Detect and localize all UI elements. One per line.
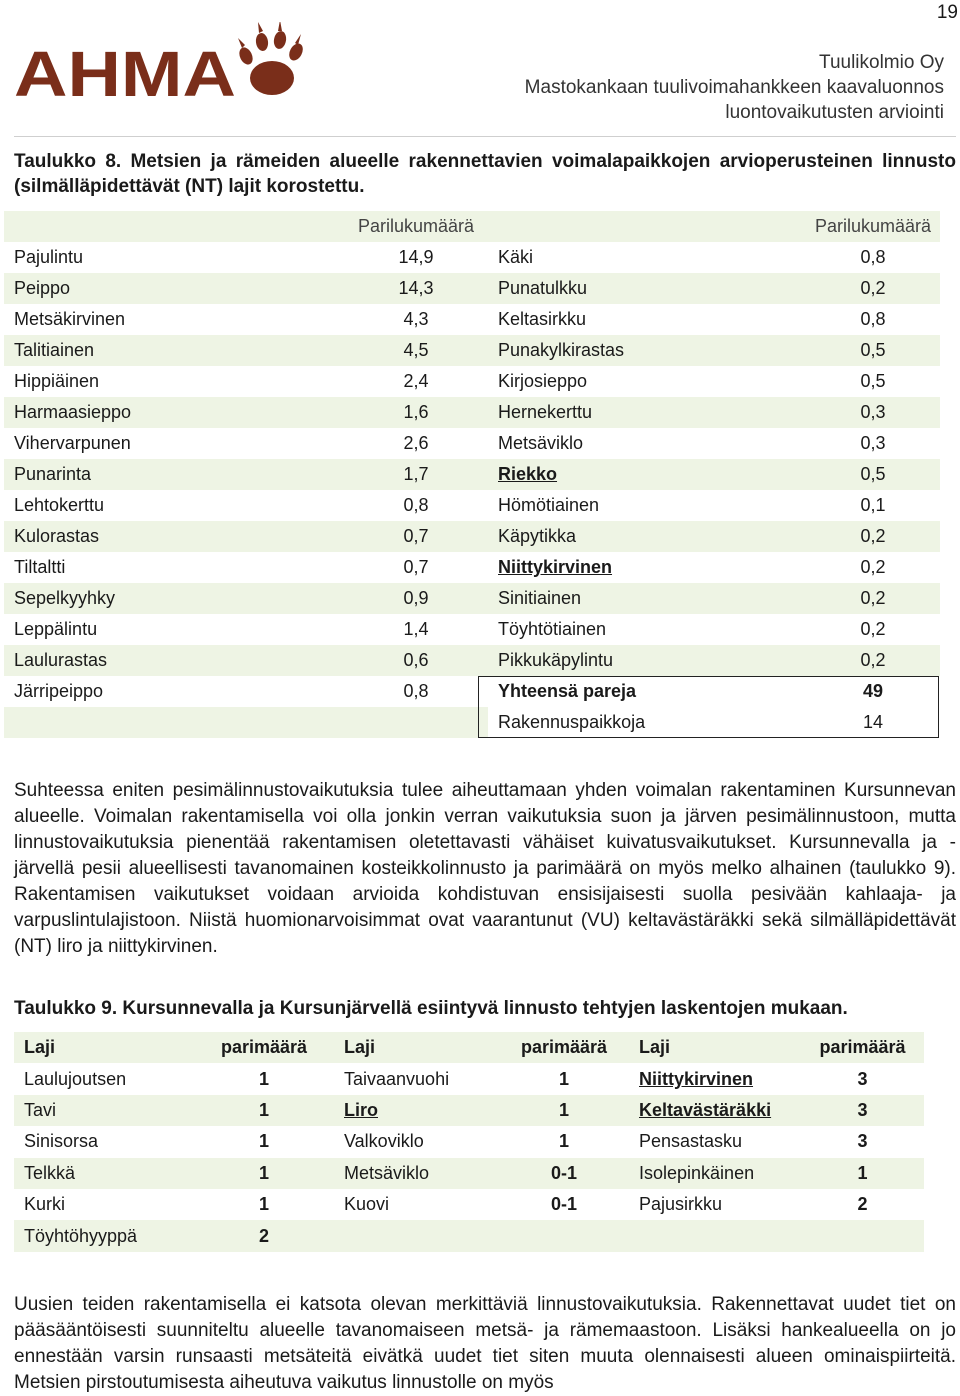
species-name-nt: Riekko (488, 459, 806, 490)
species-name (334, 1220, 499, 1251)
header-project: Mastokankaan tuulivoimahankkeen kaavaluonnos (524, 77, 944, 98)
table8-header-left: Parilukumäärä (344, 211, 488, 242)
table9-header-row (14, 1032, 924, 1063)
table-row (4, 428, 940, 459)
pair-count: 0,8 (403, 681, 429, 701)
column-header: Laji (14, 1032, 194, 1063)
species-name: Sepelkyyhky (4, 583, 344, 614)
pair-count: 1 (258, 1194, 269, 1215)
pair-count: 2 (194, 1220, 334, 1251)
column-header: parimäärä (194, 1032, 334, 1063)
column-header: parimäärä (801, 1032, 924, 1063)
paw-print-icon (237, 22, 304, 95)
species-name: Keltasirkku (498, 309, 587, 329)
species-name: Punarinta (4, 459, 344, 490)
table-row (14, 1063, 924, 1094)
species-name: Metsäkirvinen (14, 309, 126, 329)
pair-count: 1 (801, 1158, 924, 1189)
document-header (525, 50, 944, 125)
pair-count: 2,4 (403, 371, 429, 391)
species-name: Töyhtöhyyppä (14, 1220, 194, 1251)
table-row (14, 1189, 924, 1220)
species-name-nt: Niittykirvinen (639, 1068, 754, 1089)
pair-count: 4,5 (344, 335, 488, 366)
species-name: Harmaasieppo (4, 397, 344, 428)
pair-count: 3 (857, 1131, 868, 1152)
species-name: Hippiäinen (14, 371, 100, 391)
table-row (4, 490, 940, 521)
species-name: Käki (498, 247, 534, 267)
table-row (14, 1126, 924, 1157)
species-name: Kuovi (344, 1194, 390, 1215)
ahma-logo (14, 22, 304, 102)
pair-count: 0,5 (860, 371, 886, 391)
species-name: Telkkä (14, 1158, 194, 1189)
species-name: Pajulintu (14, 247, 84, 267)
pair-count: 4,3 (403, 309, 429, 329)
table-row (14, 1095, 924, 1126)
table9-caption: Taulukko 9. Kursunnevalla ja Kursunjärvellä esiintyvä linnusto tehtyjen laskentojen mukaan. (14, 998, 848, 1019)
species-name: Tavi (14, 1095, 194, 1126)
species-name: Peippo (4, 273, 344, 304)
table-row (4, 583, 940, 614)
pair-count: 0,2 (806, 273, 940, 304)
table9 (14, 1032, 924, 1252)
pair-count: 0-1 (550, 1194, 577, 1215)
species-name: Sinitiainen (488, 583, 806, 614)
total-pairs-value: 49 (806, 676, 940, 707)
page-number: 19 (936, 2, 958, 23)
species-name: Taivaanvuohi (344, 1068, 450, 1089)
pair-count: 0,2 (860, 557, 886, 577)
species-name: Valkoviklo (344, 1131, 424, 1152)
species-name: Kurki (24, 1194, 66, 1215)
table-row (4, 304, 940, 335)
table-row (4, 645, 940, 676)
pair-count: 2 (857, 1194, 868, 1215)
pair-count: 0,2 (806, 583, 940, 614)
pair-count: 1 (499, 1095, 629, 1126)
svg-text:AHMA: AHMA (14, 38, 236, 102)
species-name: Järripeippo (14, 681, 104, 701)
species-name: Kirjosieppo (498, 371, 588, 391)
pair-count: 0,2 (806, 521, 940, 552)
pair-count: 0,8 (860, 247, 886, 267)
table-row (4, 242, 940, 273)
column-header: parimäärä (499, 1032, 629, 1063)
species-name: Punakylkirastas (488, 335, 806, 366)
pair-count: 0,2 (806, 645, 940, 676)
pair-count: 1,6 (344, 397, 488, 428)
table8-header-row (4, 211, 940, 242)
pair-count: 0,2 (860, 619, 886, 639)
pair-count: 3 (857, 1068, 868, 1089)
species-name: Isolepinkäinen (629, 1158, 801, 1189)
pair-count: 0,8 (860, 309, 886, 329)
header-divider (14, 136, 956, 137)
species-name: Vihervarpunen (14, 433, 131, 453)
species-name-nt: Liro (334, 1095, 499, 1126)
pair-count: 0,3 (806, 397, 940, 428)
species-name: Hömötiainen (498, 495, 600, 515)
species-name (629, 1220, 801, 1251)
species-name: Sinisorsa (24, 1131, 99, 1152)
pair-count: 1 (258, 1068, 269, 1089)
table-row (4, 366, 940, 397)
table-row (14, 1158, 924, 1189)
pair-count: 1 (194, 1158, 334, 1189)
table8 (4, 211, 940, 738)
species-name: Punatulkku (488, 273, 806, 304)
pair-count: 0,3 (860, 433, 886, 453)
table-row (4, 335, 940, 366)
table-row (4, 397, 940, 428)
species-name: Pensastasku (639, 1131, 743, 1152)
pair-count: 2,6 (403, 433, 429, 453)
pair-count: 0,5 (806, 335, 940, 366)
building-sites-value: 14 (806, 707, 940, 738)
species-name: Metsäviklo (334, 1158, 499, 1189)
species-name: Kulorastas (4, 521, 344, 552)
pair-count: 1,4 (403, 619, 429, 639)
species-name: Hernekerttu (488, 397, 806, 428)
pair-count (344, 707, 488, 738)
pair-count: 0,7 (403, 557, 429, 577)
species-name: Käpytikka (488, 521, 806, 552)
table8-caption: Taulukko 8. Metsien ja rämeiden alueelle rakennettavien voimalapaikkojen arvioperusteinen linnusto (silmälläpidettävät (NT) lajit korostettu. (14, 151, 956, 197)
species-name: Töyhtötiainen (498, 619, 607, 639)
species-name-vu: Keltavästäräkki (629, 1095, 801, 1126)
species-name: Metsäviklo (498, 433, 584, 453)
header-subject: luontovaikutusten arviointi (725, 102, 944, 123)
pair-count: 0,6 (344, 645, 488, 676)
pair-count: 0,5 (806, 459, 940, 490)
header-company: Tuulikolmio Oy (819, 52, 944, 73)
pair-count: 1 (558, 1068, 569, 1089)
table-row (4, 614, 940, 645)
pair-count: 0-1 (499, 1158, 629, 1189)
table-row (4, 552, 940, 583)
species-name (4, 707, 344, 738)
species-name: Talitiainen (4, 335, 344, 366)
table-row (4, 521, 940, 552)
species-name: Laulurastas (4, 645, 344, 676)
building-sites-label: Rakennuspaikkoja (488, 707, 806, 738)
pair-count: 1 (258, 1131, 269, 1152)
pair-count (801, 1220, 924, 1251)
table8-header-right: Parilukumäärä (806, 211, 940, 242)
pair-count: 1 (194, 1095, 334, 1126)
table-row (4, 459, 940, 490)
pair-count: 14,3 (344, 273, 488, 304)
summary-box (478, 676, 939, 738)
total-pairs-label: Yhteensä pareja (488, 676, 806, 707)
table-row (4, 273, 940, 304)
species-name: Leppälintu (14, 619, 98, 639)
column-header: Laji (334, 1032, 499, 1063)
species-name: Laulujoutsen (24, 1068, 127, 1089)
species-name: Pajusirkku (639, 1194, 723, 1215)
pair-count: 3 (801, 1095, 924, 1126)
pair-count: 0,8 (403, 495, 429, 515)
pair-count: 14,9 (398, 247, 434, 267)
species-name: Tiltaltti (14, 557, 66, 577)
paragraph-roads: Uusien teiden rakentamisella ei katsota olevan merkittäviä linnustovaikutuksia. Rakennettavat uudet tiet on pääsääntöisesti suunniteltu alueelle tavanomaiseen metsä- ja rämemaastoon. Lisäksi hankealueella on jo ennestään varsin runsaasti metsäteitä eivätkä uudet tiet siten muuta olennaisesti alueen ominaispiirteitä. Metsien pirstoutumisesta aiheutuva vaikutus linnustolle on myös (14, 1294, 956, 1393)
pair-count: 0,1 (860, 495, 886, 515)
pair-count: 1,7 (344, 459, 488, 490)
species-name: Pikkukäpylintu (488, 645, 806, 676)
pair-count: 0,9 (344, 583, 488, 614)
table-row (14, 1220, 924, 1251)
pair-count: 0,7 (344, 521, 488, 552)
pair-count (499, 1220, 629, 1251)
paragraph-impact: Suhteessa eniten pesimälinnustovaikutuksia tulee aiheuttamaan yhden voimalan rakentaminen Kursunnevan alueelle. Voimalan rakentamisella voi olla jonkin verran vaikutuksia suon ja järven pesimälinnustoon, mutta linnustovaikutuksia pienentää rakentamisen oletettavasti vähäiset kuivatusvaikutukset. Kursunnevalla ja -järvellä pesii alueellisesti tavanomainen kosteikkolinnusto ja parimäärä on myös melko alhainen (taulukko 9). Rakentamisen vaikutukset voidaan arvioida kohdistuvan ensisijaisesti suolla pesivään kahlaaja- ja varpuslintulajistoon. Niistä huomionarvoisimmat ovat vaarantunut (VU) keltavästäräkki sekä silmälläpidettävät (NT) liro ja niittykirvinen. (14, 780, 956, 957)
species-name: Lehtokerttu (14, 495, 105, 515)
column-header: Laji (629, 1032, 801, 1063)
pair-count: 1 (558, 1131, 569, 1152)
species-name-nt: Niittykirvinen (498, 557, 613, 577)
